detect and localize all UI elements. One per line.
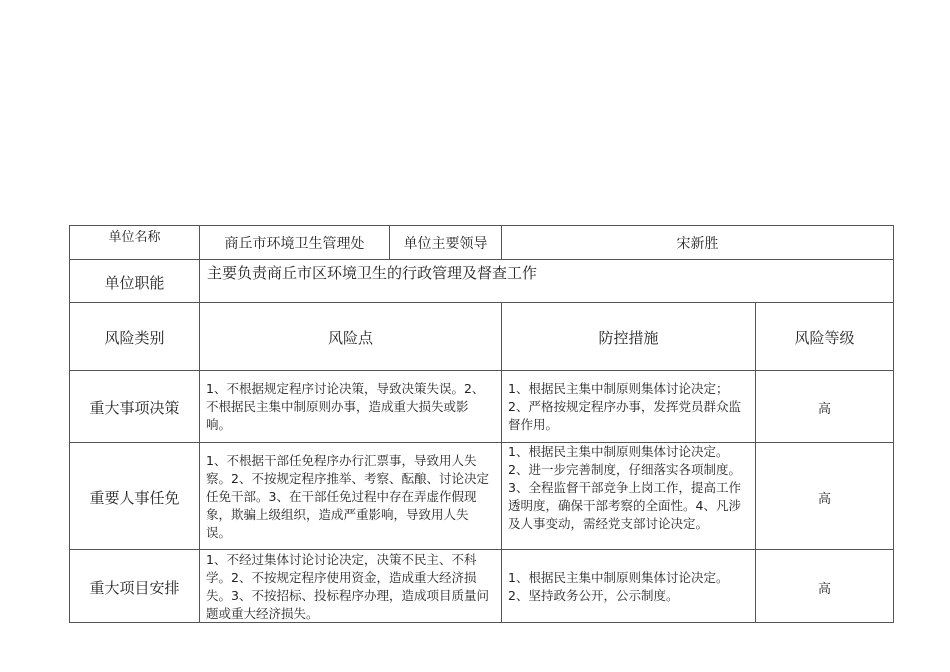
col-divider: [755, 302, 756, 623]
row-control-measure: 1、根据民主集中制原则集体讨论决定；2、严格按规定程序办事，发挥党员群众监督作用。: [508, 381, 741, 432]
row-divider: [69, 370, 894, 371]
row-risk-level: 高: [817, 492, 831, 507]
row-control-measure: 1、根据民主集中制原则集体讨论决定。2、坚持政务公开，公示制度。: [508, 570, 729, 603]
column-header-category: 风险类别: [104, 329, 165, 347]
leader-value: 宋新胜: [676, 236, 719, 252]
row-risk-point: 1、不根据规定程序讨论决策，导致决策失误。2、不根据民主集中制原则办事，造成重大损失或影响。: [206, 381, 485, 432]
column-header-point: 风险点: [327, 329, 373, 347]
row-category: 重大项目安排: [89, 579, 180, 597]
duty-text: 主要负责商丘市区环境卫生的行政管理及督查工作: [207, 264, 538, 282]
unit-name-label: 单位名称: [108, 230, 161, 245]
table-border-right: [893, 225, 894, 623]
row-divider: [69, 442, 894, 443]
row-risk-point: 1、不经过集体讨论讨论决定，决策不民主、不科学。2、不按规定程序使用资金，造成重大经济损失。3、不按招标、投标程序办理，造成项目质量问题或重大经济损失。: [206, 552, 489, 621]
row-risk-point: 1、不根据干部任免程序办行汇票事，导致用人失察。2、不按规定程序推举、考察、酝酿、讨论决定任免干部。3、在干部任免过程中存在弄虚作假现象，欺骗上级组织，造成严重影响，导致用人失误。: [206, 453, 489, 540]
row-category: 重要人事任免: [89, 489, 180, 507]
row-divider: [69, 549, 894, 550]
col-divider: [501, 302, 502, 623]
col-divider: [199, 225, 200, 623]
row-risk-level: 高: [817, 582, 831, 597]
duty-label: 单位职能: [104, 274, 165, 292]
row-control-measure: 1、根据民主集中制原则集体讨论决定。2、进一步完善制度，仔细落实各项制度。3、全程监督干部竞争上岗工作，提高工作透明度，确保干部考察的全面性。4、凡涉及人事变动，需经党支部讨论决定。: [508, 444, 741, 531]
unit-name-value: 商丘市环境卫生管理处: [224, 236, 365, 252]
column-header-level: 风险等级: [794, 329, 855, 347]
leader-label: 单位主要领导: [403, 236, 488, 252]
row-category: 重大事项决策: [89, 399, 180, 417]
row-divider: [69, 259, 894, 260]
row-risk-level: 高: [817, 402, 831, 417]
column-header-measure: 防控措施: [598, 329, 659, 347]
row-divider: [69, 302, 894, 303]
